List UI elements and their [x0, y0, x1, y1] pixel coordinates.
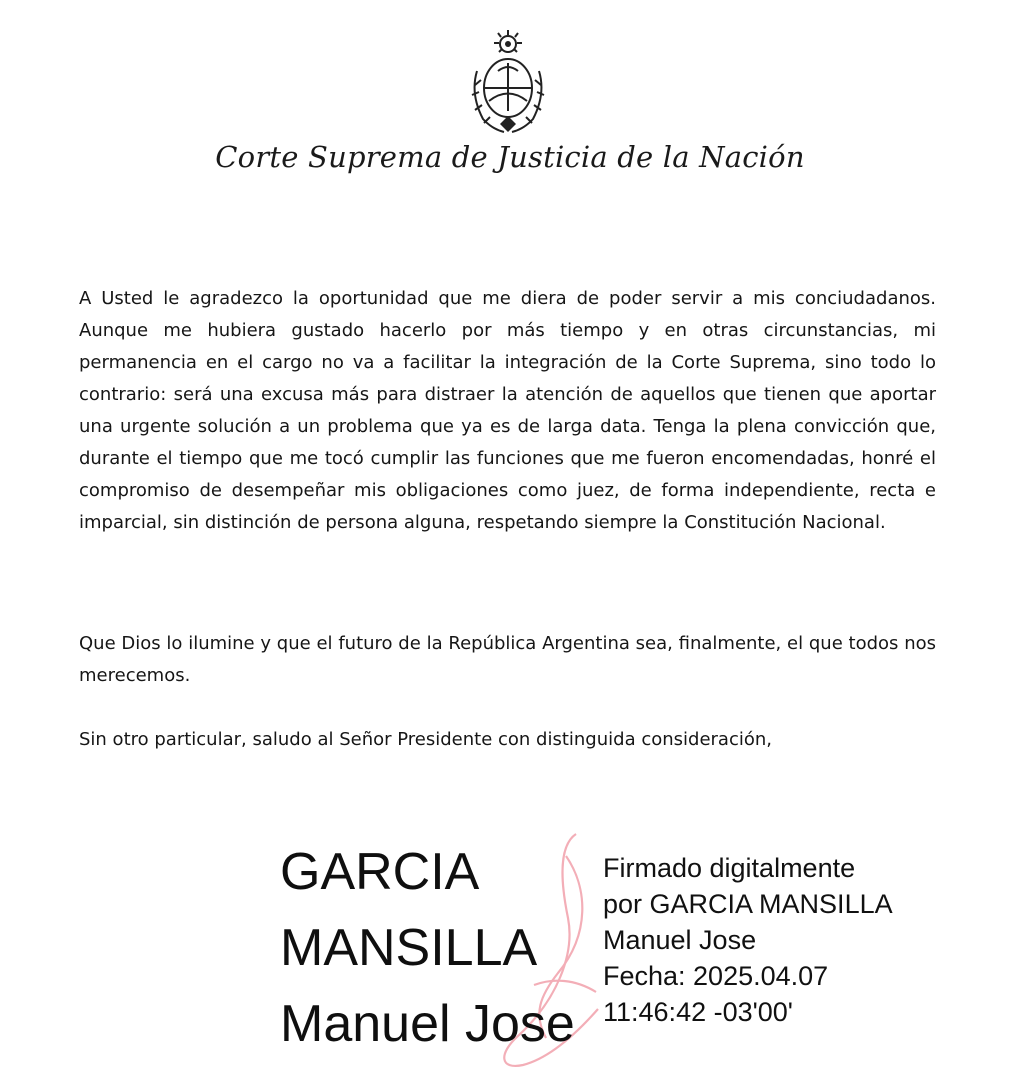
letter-closing: Sin otro particular, saludo al Señor Presidente con distinguida consideración,: [79, 729, 772, 750]
argentina-coat-of-arms-icon: [467, 28, 549, 138]
signature-detail-line: 11:46:42 -03'00': [603, 997, 793, 1027]
digital-signature-details: [603, 850, 893, 1030]
signature-detail-line: Firmado digitalmente: [603, 853, 856, 883]
institution-header: Corte Suprema de Justicia de la Nación: [215, 140, 805, 174]
letter-paragraph-1: A Usted le agradezco la oportunidad que me diera de poder servir a mis conciudadanos. Aunque me hubiera gustado hacerlo por más tiempo y en otras circunstancias, mi permanencia en el cargo no va a facilitar la integración de la Corte Suprema, sino todo lo contrario: será una excusa más para distraer la atención de aquellos que tienen que aportar una urgente solución a un problema que ya es de larga data. Tenga la plena convicción que, durante el tiempo que me tocó cumplir las funciones que me fueron encomendadas, honré el compromiso de desempeñar mis obligaciones como juez, de forma independiente, recta e imparcial, sin distinción de persona alguna, respetando siempre la Constitución Nacional.: [79, 288, 936, 533]
letter-paragraph-2: Que Dios lo ilumine y que el futuro de la República Argentina sea, finalmente, el que todos nos merecemos.: [79, 633, 936, 686]
signature-detail-line: por GARCIA MANSILLA: [603, 889, 893, 919]
signer-name-line: Manuel Jose: [280, 995, 575, 1053]
signer-name-line: GARCIA: [280, 843, 480, 901]
signer-name-line: MANSILLA: [280, 919, 538, 977]
signature-detail-line: Manuel Jose: [603, 925, 757, 955]
signature-detail-line: Fecha: 2025.04.07: [603, 961, 829, 991]
signer-name: [280, 834, 575, 1062]
